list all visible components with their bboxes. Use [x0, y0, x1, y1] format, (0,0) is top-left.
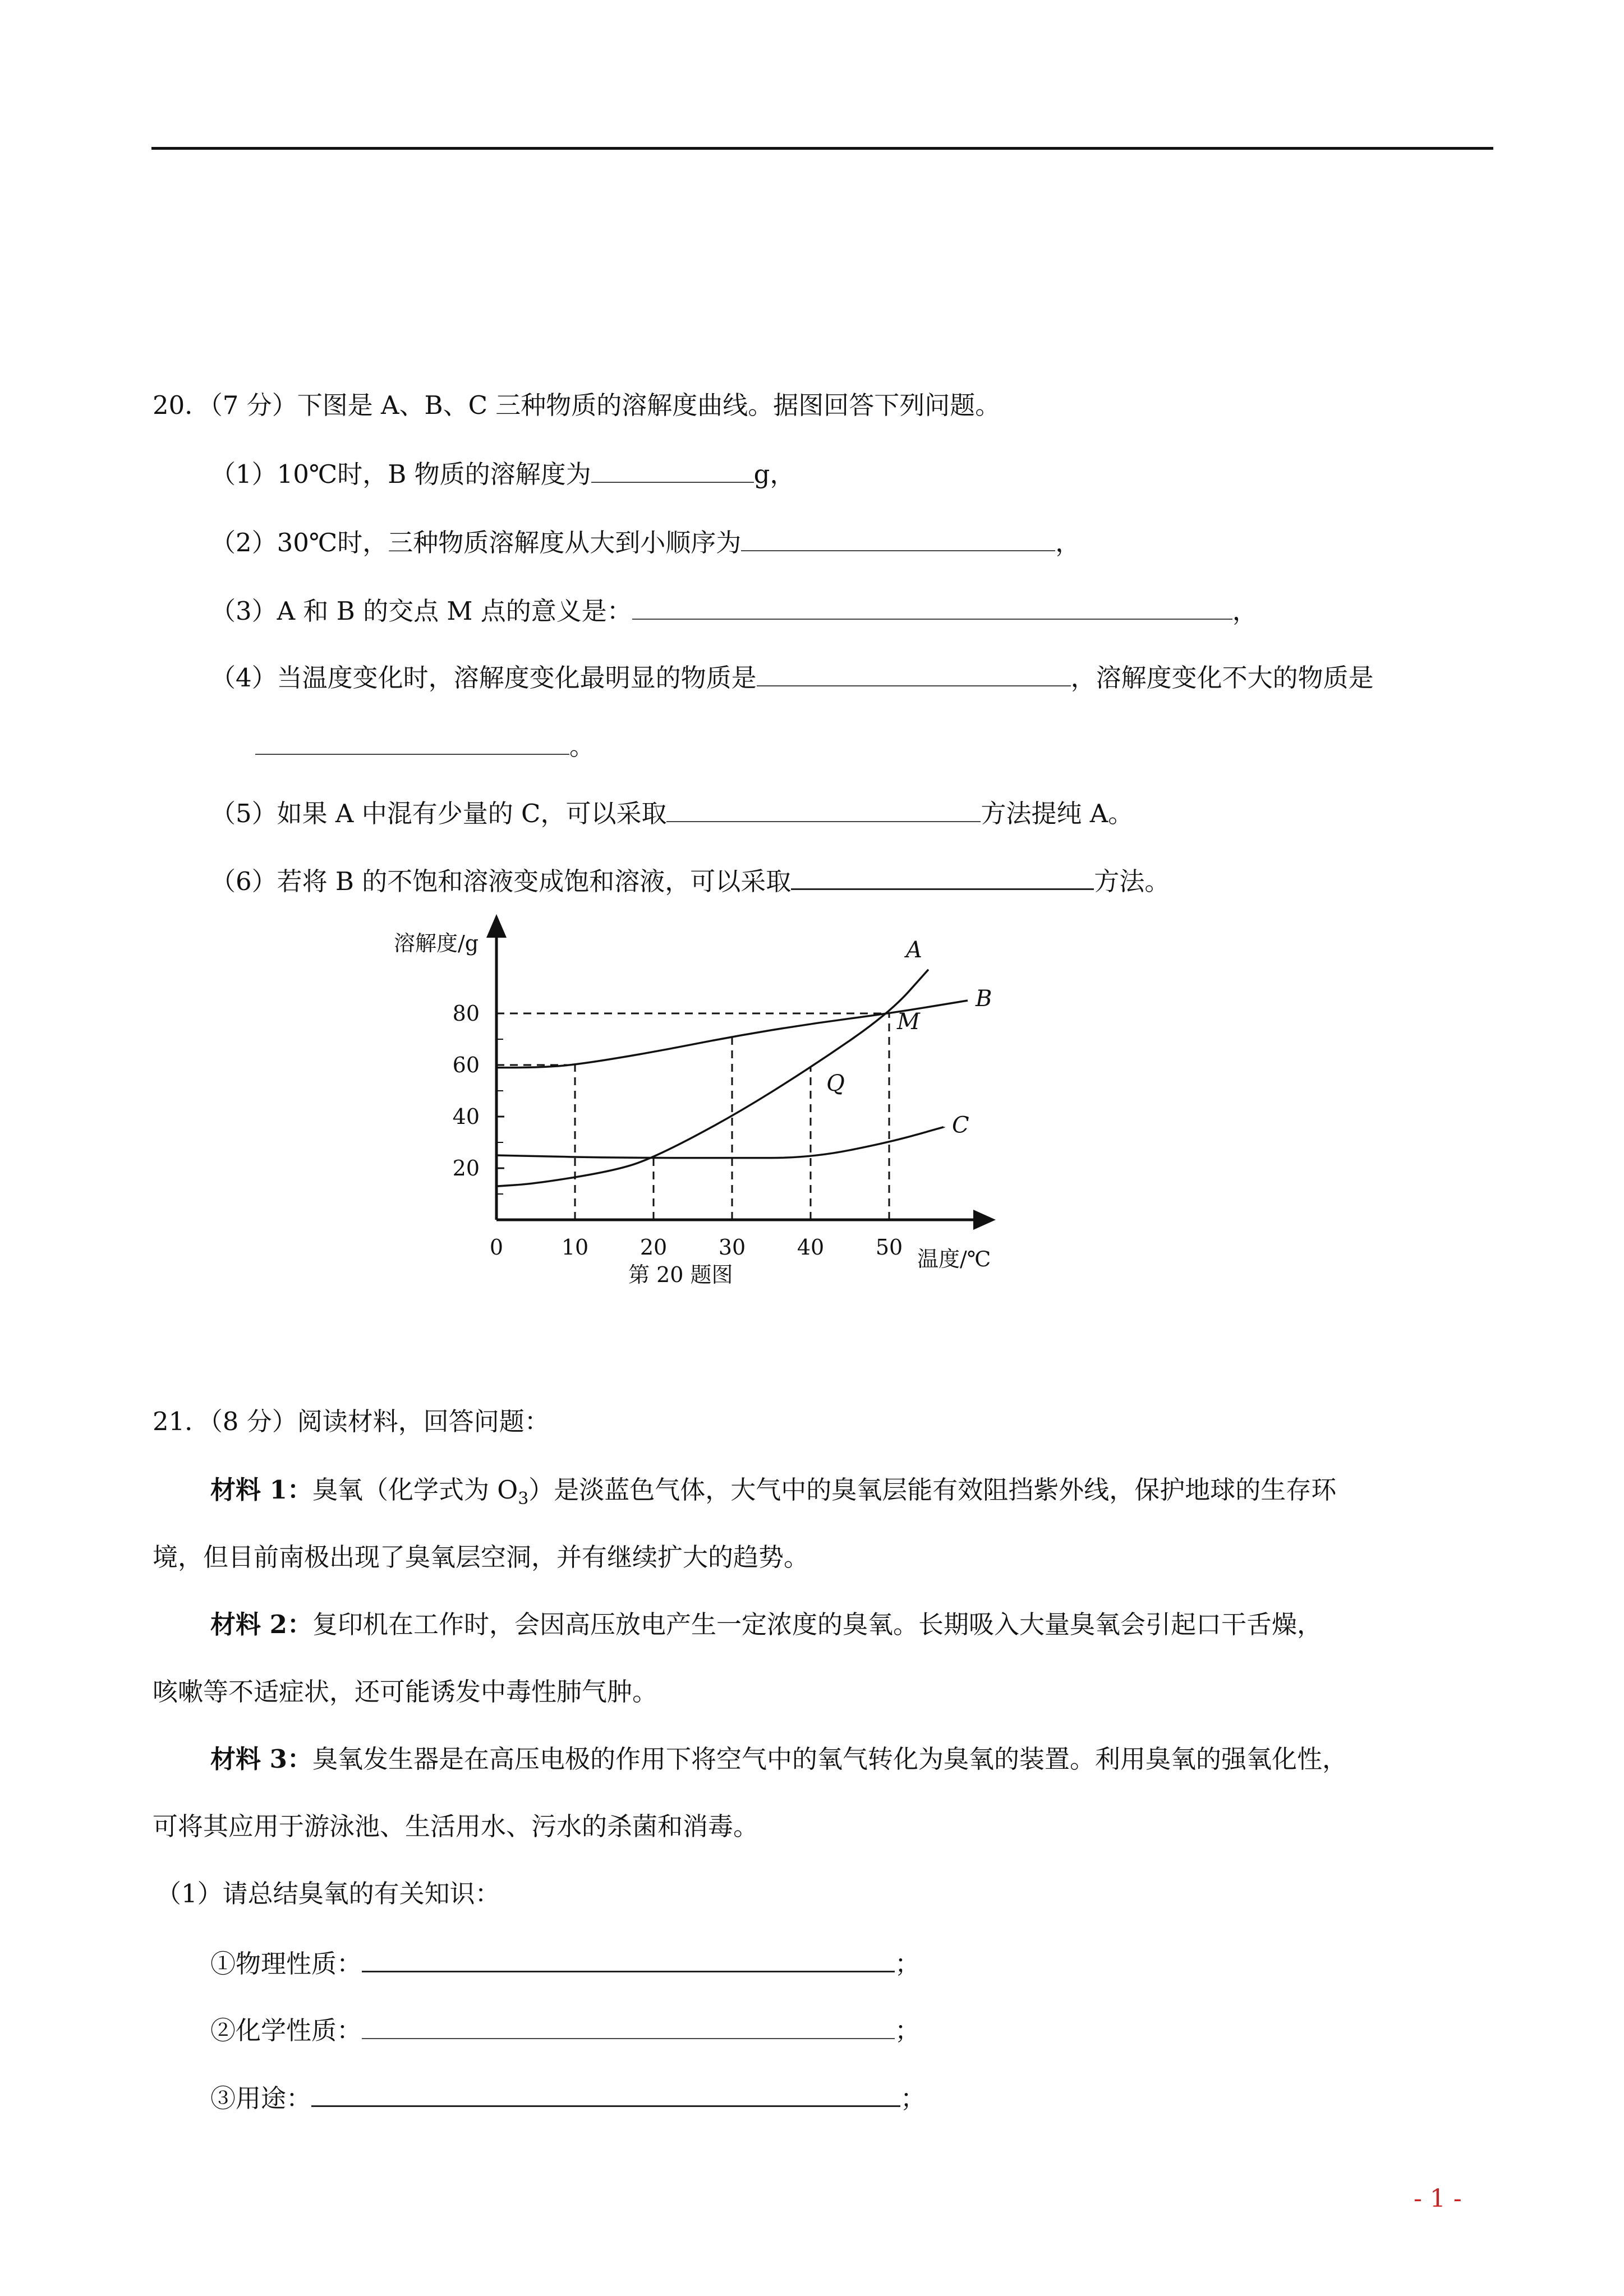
solubility-chart: [381, 903, 1055, 1295]
q21-material-3: 材料 3：臭氧发生器是在高压电极的作用下将空气中的氧气转化为臭氧的装置。利用臭氧的强氧化性，: [210, 1744, 1347, 1774]
x-axis-arrow: [973, 1210, 996, 1230]
x-tick-label: 20: [640, 1235, 668, 1260]
q21-material-3-cont: 可将其应用于游泳池、生活用水、污水的杀菌和消毒。: [153, 1811, 759, 1841]
x-tick-label: 50: [875, 1235, 903, 1260]
series-label-C: C: [952, 1112, 969, 1138]
chart-labels: [826, 937, 992, 1138]
chart-caption: 第 20 题图: [628, 1262, 733, 1287]
q20-part-2: （2）30℃时，三种物质溶解度从大到小顺序为 ，: [210, 525, 1080, 560]
header-rule: [151, 147, 1493, 150]
x-tick-label: 0: [489, 1235, 504, 1260]
q21-material-1: 材料 1：臭氧（化学式为 $O_3$）是淡蓝色气体，大气中的臭氧层能有效阻挡紫外线，保护地球的生存环: [210, 1475, 1337, 1509]
q21-chemical: ②化学性质： ；: [210, 2013, 920, 2048]
q20-part-5: （5）如果 A 中混有少量的 C，可以采取 方法提纯 A。: [210, 796, 1133, 831]
q20-part-4-cont: 。: [255, 729, 595, 763]
answer-blank-1[interactable]: [591, 457, 754, 483]
answer-blank-4a[interactable]: [757, 661, 1071, 686]
answer-blank-physical[interactable]: [362, 1946, 895, 1972]
y-axis-label: 溶解度/g: [394, 931, 479, 956]
answer-blank-5[interactable]: [666, 796, 981, 822]
q21-material-2-cont: 咳嗽等不适症状，还可能诱发中毒性肺气肿。: [153, 1677, 658, 1707]
q21-material-2: 材料 2：复印机在工作时，会因高压放电产生一定浓度的臭氧。长期吸入大量臭氧会引起口干舌燥，: [210, 1610, 1322, 1639]
page-number: - 1 -: [1414, 2184, 1462, 2213]
q20-part-1: （1）10℃时，B 物质的溶解度为 g，: [210, 457, 795, 491]
y-tick-label: 60: [452, 1053, 480, 1077]
q21-sub-1: （1）请总结臭氧的有关知识：: [156, 1879, 500, 1908]
point-label-Q: Q: [826, 1071, 845, 1097]
y-tick-label: 80: [452, 1001, 480, 1026]
q21-stem: 21．（8 分）阅读材料，回答问题：: [153, 1407, 550, 1436]
q20-part-6: （6）若将 B 的不饱和溶液变成饱和溶液，可以采取 方法。: [210, 864, 1170, 898]
series-line-C: [496, 1127, 944, 1158]
answer-blank-chemical[interactable]: [362, 2013, 895, 2039]
q20-stem: 20．（7 分）下图是 A、B、C 三种物质的溶解度曲线。据图回答下列问题。: [153, 390, 1001, 420]
q21-uses: ③用途： ；: [210, 2081, 926, 2115]
y-tick-label: 20: [452, 1156, 480, 1181]
q20-part-4: （4）当温度变化时，溶解度变化最明显的物质是 ，溶解度变化不大的物质是: [210, 661, 1374, 695]
series-label-B: B: [976, 986, 992, 1012]
series-line-A: [496, 970, 928, 1186]
x-axis-label: 温度/℃: [917, 1247, 991, 1271]
q21-physical: ①物理性质： ；: [210, 1946, 920, 1981]
answer-blank-6[interactable]: [791, 864, 1094, 890]
x-tick-label: 30: [718, 1235, 746, 1260]
q21-material-1-cont: 境，但目前南极出现了臭氧层空洞，并有继续扩大的趋势。: [153, 1542, 809, 1572]
x-tick-label: 40: [797, 1235, 825, 1260]
point-label-M: M: [897, 1008, 920, 1035]
q20-part-3: （3）A 和 B 的交点 M 点的意义是： ，: [210, 594, 1258, 628]
y-axis-arrow: [486, 914, 507, 938]
answer-blank-3[interactable]: [632, 594, 1232, 620]
answer-blank-2[interactable]: [741, 525, 1055, 551]
answer-blank-4b[interactable]: [255, 729, 569, 755]
y-tick-label: 40: [452, 1104, 480, 1129]
x-tick-label: 10: [561, 1235, 589, 1260]
answer-blank-uses[interactable]: [311, 2081, 900, 2107]
series-label-A: A: [906, 937, 922, 963]
